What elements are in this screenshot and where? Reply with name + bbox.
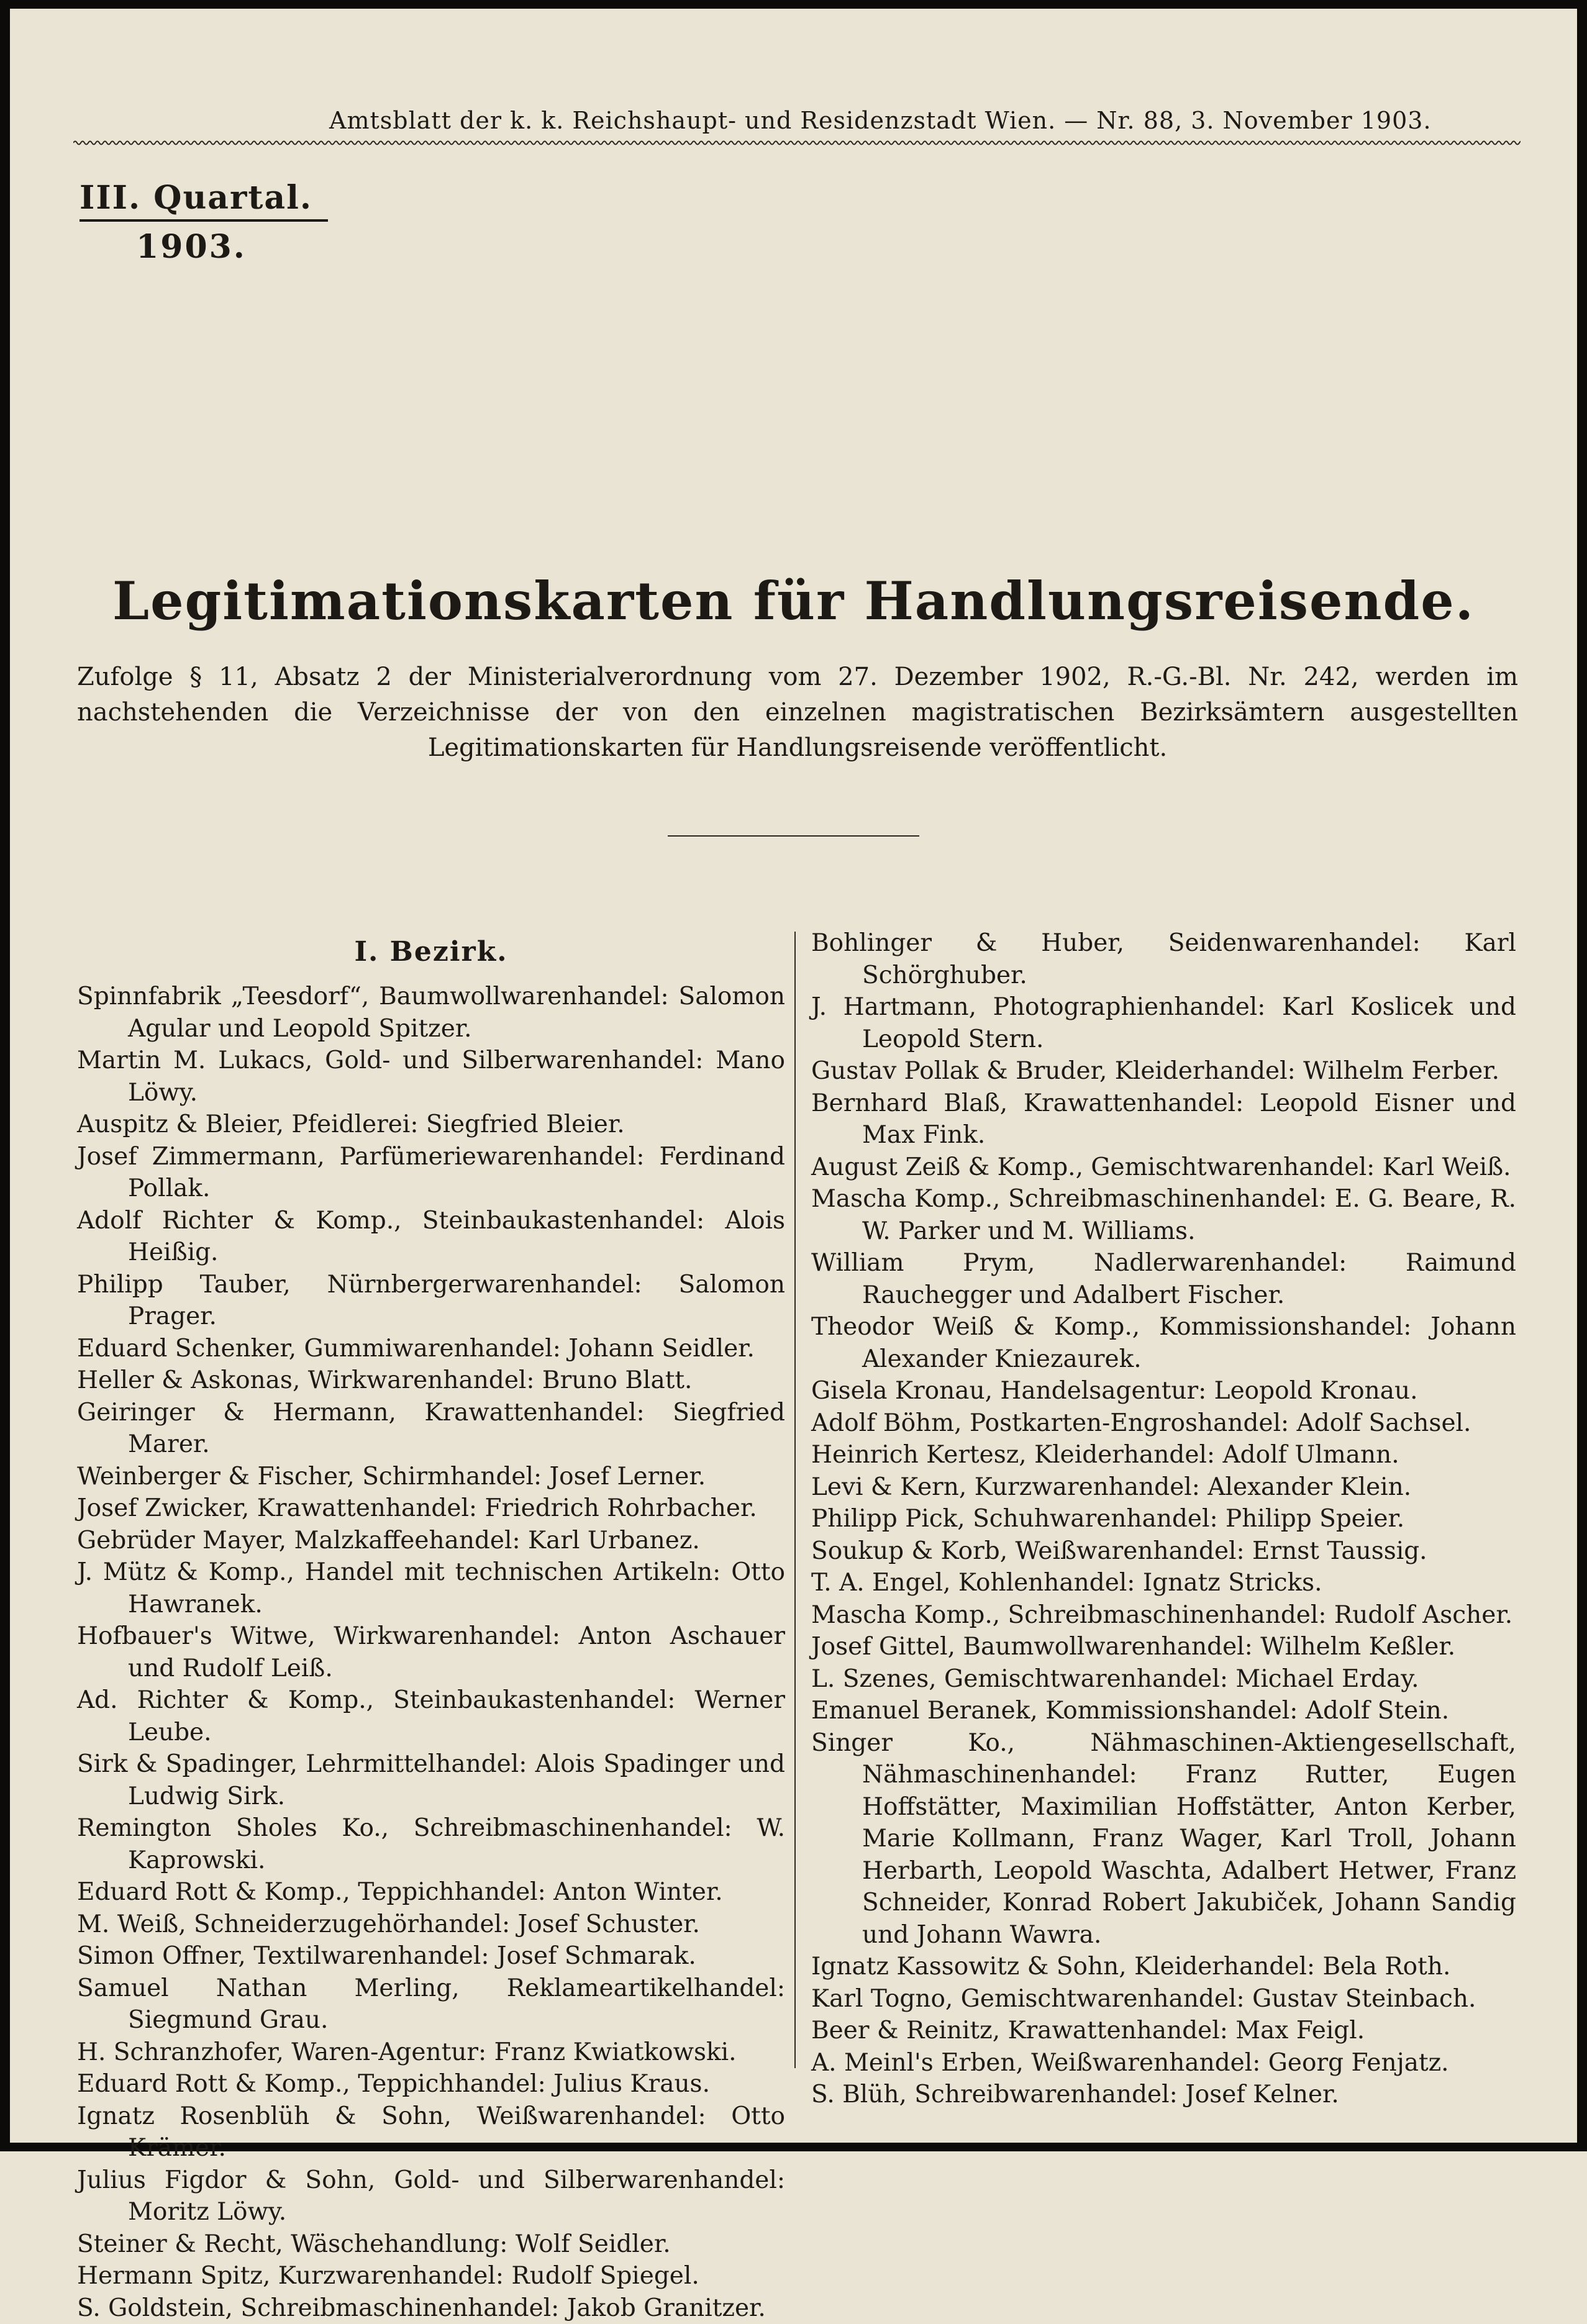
right-entry-list — [811, 927, 1516, 2111]
running-header: Amtsblatt der k. k. Reichshaupt- und Residenzstadt Wien. — Nr. 88, 3. November 1903. — [329, 107, 1273, 134]
list-item: Josef Gittel, Baumwollwarenhandel: Wilhelm Keßler. — [811, 1631, 1516, 1663]
left-column — [77, 927, 785, 2324]
left-entry-list — [77, 981, 785, 2324]
list-item: Singer Ko., Nähmaschinen-Aktiengesellschaft, Nähmaschinenhandel: Franz Rutter, Eugen Hoffstätter, Maximilian Hoffstätter, Anton Kerber, Marie Kollmann, Franz Wager, Karl Troll, Johann Herbarth, Leopold Waschta, Adalbert Hetwer, Franz Schneider, Konrad Robert Jakubiček, Johann Sandig und Johann Wawra. — [811, 1727, 1516, 1951]
list-item: Martin M. Lukacs, Gold- und Silberwarenhandel: Mano Löwy. — [77, 1045, 785, 1109]
list-item: Philipp Pick, Schuhwarenhandel: Philipp Speier. — [811, 1503, 1516, 1535]
list-item: Hermann Spitz, Kurzwarenhandel: Rudolf Spiegel. — [77, 2260, 785, 2292]
separator-rule — [668, 835, 919, 837]
list-item: S. Blüh, Schreibwarenhandel: Josef Kelner. — [811, 2079, 1516, 2111]
list-item: Simon Offner, Textilwarenhandel: Josef Schmarak. — [77, 1940, 785, 1972]
list-item: Emanuel Beranek, Kommissionshandel: Adolf Stein. — [811, 1695, 1516, 1727]
quartal-year: 1903. — [80, 222, 303, 266]
list-item: S. Goldstein, Schreibmaschinenhandel: Jakob Granitzer. — [77, 2292, 785, 2324]
list-item: Beer & Reinitz, Krawattenhandel: Max Feigl. — [811, 2015, 1516, 2047]
column-divider — [794, 932, 796, 2068]
list-item: H. Schranzhofer, Waren-Agentur: Franz Kwiatkowski. — [77, 2036, 785, 2069]
wavy-rule — [73, 138, 1521, 148]
list-item: Ignatz Kassowitz & Sohn, Kleiderhandel: Bela Roth. — [811, 1951, 1516, 1983]
list-item: J. Hartmann, Photographienhandel: Karl Koslicek und Leopold Stern. — [811, 991, 1516, 1055]
list-item: Gustav Pollak & Bruder, Kleiderhandel: Wilhelm Ferber. — [811, 1055, 1516, 1087]
list-item: Geiringer & Hermann, Krawattenhandel: Siegfried Marer. — [77, 1397, 785, 1461]
list-item: A. Meinl's Erben, Weißwarenhandel: Georg Fenjatz. — [811, 2047, 1516, 2079]
intro-paragraph: Zufolge § 11, Absatz 2 der Ministerialverordnung vom 27. Dezember 1902, R.-G.-Bl. Nr. 242, werden im nachstehenden die Verzeichnisse der von den einzelnen magistratischen Bezirksämtern ausgestellten Legitimationskarten für Handlungsreisende veröffentlicht. — [77, 660, 1518, 766]
list-item: Hofbauer's Witwe, Wirkwarenhandel: Anton Aschauer und Rudolf Leiß. — [77, 1620, 785, 1684]
section-heading: I. Bezirk. — [77, 935, 785, 969]
list-item: Bernhard Blaß, Krawattenhandel: Leopold Eisner und Max Fink. — [811, 1087, 1516, 1151]
list-item: August Zeiß & Komp., Gemischtwarenhandel: Karl Weiß. — [811, 1151, 1516, 1184]
page-title: Legitimationskarten für Handlungsreisende. — [0, 570, 1587, 632]
scan-border-right — [1577, 0, 1587, 2151]
quartal-box — [80, 179, 328, 266]
list-item: Theodor Weiß & Komp., Kommissionshandel: Johann Alexander Kniezaurek. — [811, 1311, 1516, 1375]
list-item: Steiner & Recht, Wäschehandlung: Wolf Seidler. — [77, 2228, 785, 2261]
scan-border-left — [0, 0, 10, 2151]
list-item: Adolf Richter & Komp., Steinbaukastenhandel: Alois Heißig. — [77, 1205, 785, 1269]
list-item: L. Szenes, Gemischtwarenhandel: Michael Erday. — [811, 1663, 1516, 1695]
list-item: Josef Zimmermann, Parfümeriewarenhandel: Ferdinand Pollak. — [77, 1141, 785, 1205]
list-item: Julius Figdor & Sohn, Gold- und Silberwarenhandel: Moritz Löwy. — [77, 2164, 785, 2228]
list-item: Eduard Rott & Komp., Teppichhandel: Julius Kraus. — [77, 2068, 785, 2100]
list-item: Soukup & Korb, Weißwarenhandel: Ernst Taussig. — [811, 1535, 1516, 1568]
list-item: Mascha Komp., Schreibmaschinenhandel: E. G. Beare, R. W. Parker und M. Williams. — [811, 1183, 1516, 1247]
list-item: Sirk & Spadinger, Lehrmittelhandel: Alois Spadinger und Ludwig Sirk. — [77, 1748, 785, 1812]
list-item: Adolf Böhm, Postkarten-Engroshandel: Adolf Sachsel. — [811, 1407, 1516, 1440]
list-item: Gebrüder Mayer, Malzkaffeehandel: Karl Urbanez. — [77, 1525, 785, 1557]
list-item: Ignatz Rosenblüh & Sohn, Weißwarenhandel: Otto Krämer. — [77, 2100, 785, 2164]
list-item: Eduard Rott & Komp., Teppichhandel: Anton Winter. — [77, 1876, 785, 1909]
list-item: Gisela Kronau, Handelsagentur: Leopold Kronau. — [811, 1375, 1516, 1407]
list-item: T. A. Engel, Kohlenhandel: Ignatz Stricks. — [811, 1567, 1516, 1599]
list-item: Josef Zwicker, Krawattenhandel: Friedrich Rohrbacher. — [77, 1492, 785, 1525]
list-item: Bohlinger & Huber, Seidenwarenhandel: Karl Schörghuber. — [811, 927, 1516, 991]
quartal-label: III. Quartal. — [80, 179, 328, 222]
scan-border-top — [0, 0, 1587, 9]
list-item: Heinrich Kertesz, Kleiderhandel: Adolf Ulmann. — [811, 1439, 1516, 1471]
list-item: Levi & Kern, Kurzwarenhandel: Alexander Klein. — [811, 1471, 1516, 1504]
list-item: Ad. Richter & Komp., Steinbaukastenhandel: Werner Leube. — [77, 1684, 785, 1748]
list-item: M. Weiß, Schneiderzugehörhandel: Josef Schuster. — [77, 1909, 785, 1941]
list-item: Spinnfabrik „Teesdorf“, Baumwollwarenhandel: Salomon Agular und Leopold Spitzer. — [77, 981, 785, 1045]
list-item: Mascha Komp., Schreibmaschinenhandel: Rudolf Ascher. — [811, 1599, 1516, 1632]
right-column — [811, 927, 1516, 2111]
list-item: Samuel Nathan Merling, Reklameartikelhandel: Siegmund Grau. — [77, 1972, 785, 2036]
list-item: Remington Sholes Ko., Schreibmaschinenhandel: W. Kaprowski. — [77, 1812, 785, 1876]
list-item: Heller & Askonas, Wirkwarenhandel: Bruno Blatt. — [77, 1364, 785, 1397]
list-item: Auspitz & Bleier, Pfeidlerei: Siegfried Bleier. — [77, 1109, 785, 1141]
list-item: J. Mütz & Komp., Handel mit technischen Artikeln: Otto Hawranek. — [77, 1556, 785, 1620]
list-item: William Prym, Nadlerwarenhandel: Raimund Rauchegger und Adalbert Fischer. — [811, 1247, 1516, 1311]
list-item: Philipp Tauber, Nürnbergerwarenhandel: Salomon Prager. — [77, 1269, 785, 1333]
list-item: Eduard Schenker, Gummiwarenhandel: Johann Seidler. — [77, 1333, 785, 1365]
list-item: Karl Togno, Gemischtwarenhandel: Gustav Steinbach. — [811, 1983, 1516, 2015]
list-item: Weinberger & Fischer, Schirmhandel: Josef Lerner. — [77, 1461, 785, 1493]
